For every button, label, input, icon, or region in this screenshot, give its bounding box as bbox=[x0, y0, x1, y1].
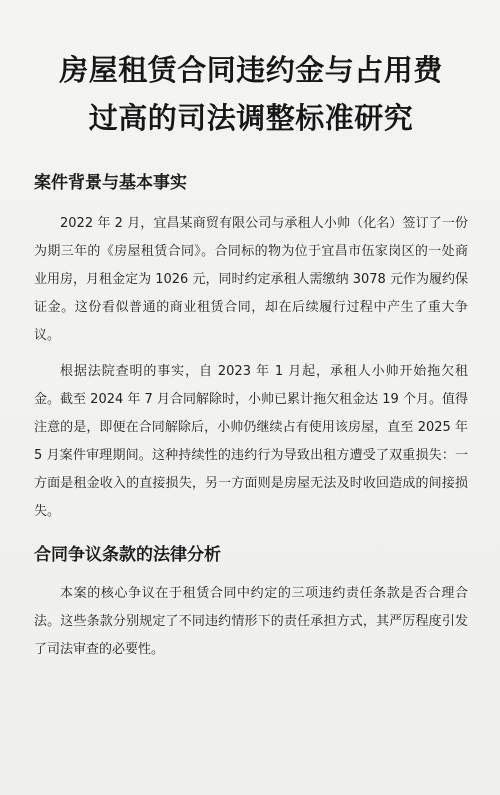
paragraph-legal-analysis-1: 本案的核心争议在于租赁合同中约定的三项违约责任条款是否合理合法。这些条款分别规定了不同违约情形下的责任承担方式，其严厉程度引发了司法审查的必要性。 bbox=[34, 586, 468, 657]
paragraph-background-2: 根据法院查明的事实，自 2023 年 1 月起，承租人小帅开始拖欠租金。截至 2024 年 7 月合同解除时，小帅已累计拖欠租金达 19 个月。值得注意的是，即便在合同解除后，小帅仍继续占有使用该房屋，直至 2025 年 5 月案件审理期间。这种持续性的违约行为导致出租方遭受了双重损失：一方面是租金收入的直接损失，另一方面则是房屋无法及时收回造成的间接损失。 bbox=[34, 364, 468, 519]
document-title bbox=[34, 46, 468, 142]
title-line-1: 房屋租赁合同违约金与占用费 bbox=[59, 53, 443, 87]
section-heading-background: 案件背景与基本事实 bbox=[34, 173, 187, 193]
title-line-2: 过高的司法调整标准研究 bbox=[88, 101, 414, 135]
section-heading-legal-analysis: 合同争议条款的法律分析 bbox=[34, 545, 221, 565]
paragraph-background-1: 2022 年 2 月，宜昌某商贸有限公司与承租人小帅（化名）签订了一份为期三年的《房屋租赁合同》。合同标的物为位于宜昌市伍家岗区的一处商业用房，月租金定为 1026 元，同时约定承租人需缴纳 3078 元作为履约保证金。这份看似普通的商业租赁合同，却在后续履行过程中产生了重大争议。 bbox=[34, 216, 468, 343]
